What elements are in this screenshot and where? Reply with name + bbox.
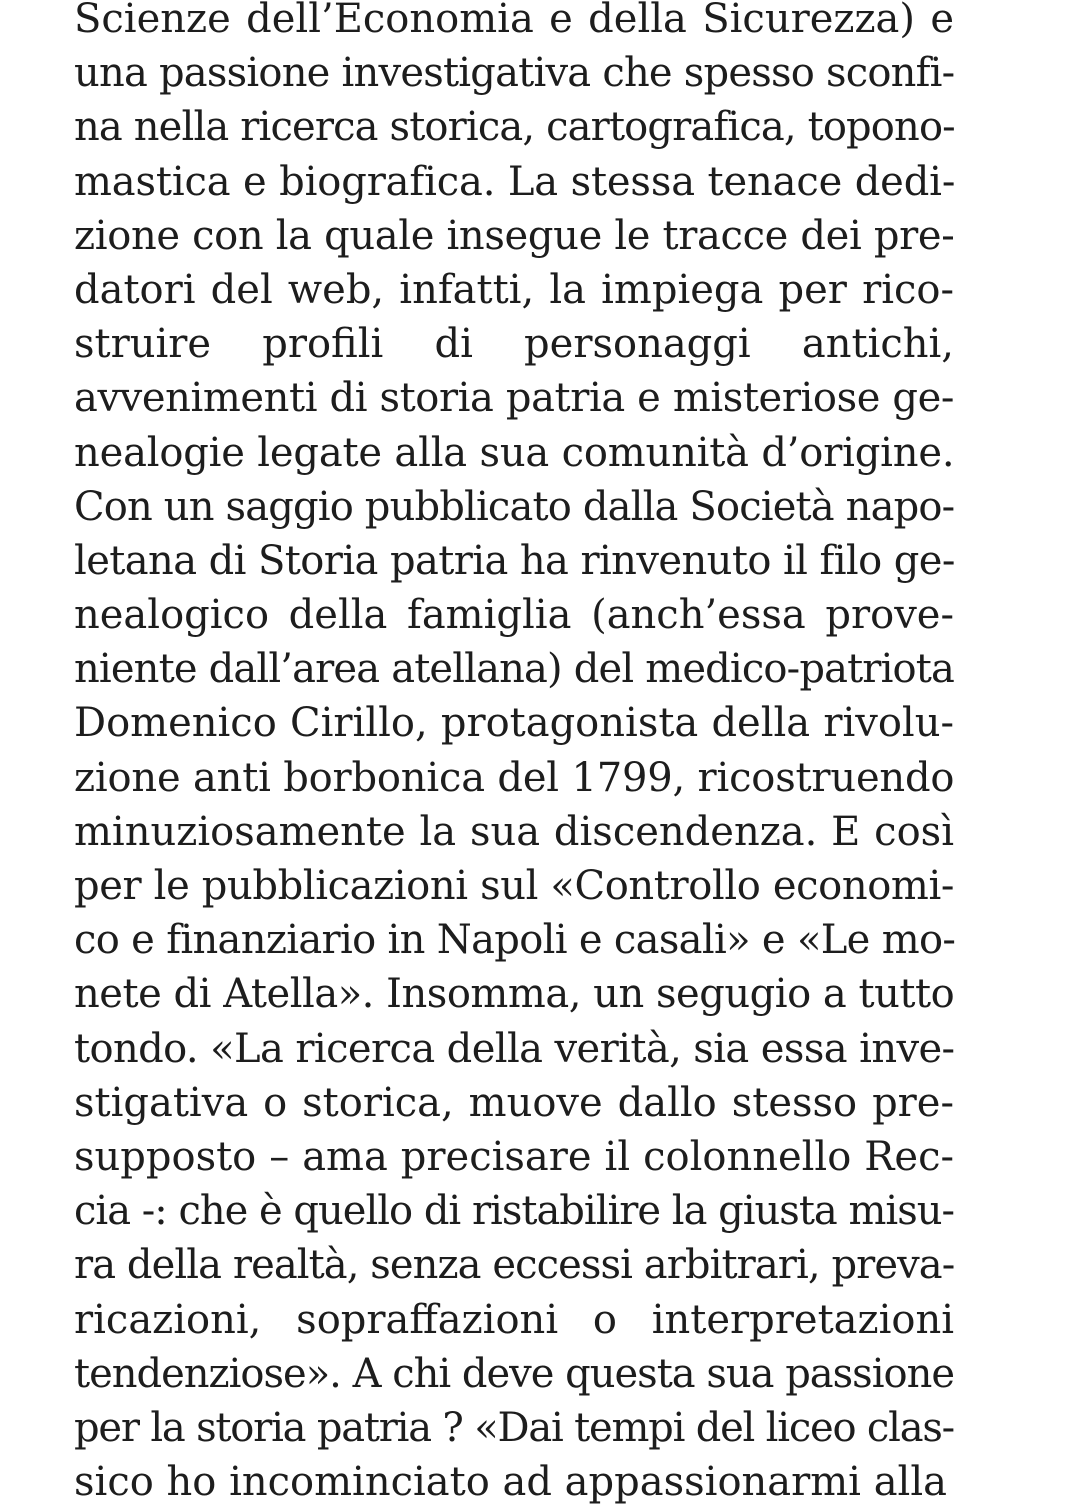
text-line: ricazioni, sopraffazioni o interpretazioni [74,1296,954,1343]
text-line: Con un saggio pubblicato dalla Società napo- [74,483,955,530]
text-line: minuziosamente la sua discendenza. E così [74,808,954,855]
text-line: co e finanziario in Napoli e casali» e «Le mo- [74,917,956,964]
text-line: avvenimenti di storia patria e misteriose ge- [74,375,954,422]
text-line: supposto – ama precisare il colonnello Rec- [74,1133,954,1180]
text-line: zione con la quale insegue le tracce dei pre- [74,212,955,259]
text-line: ra della realtà, senza eccessi arbitrari, preva- [74,1242,955,1289]
text-line: nete di Atella». Insomma, un segugio a tutto [74,971,955,1018]
text-line: tondo. «La ricerca della verità, sia essa inve- [74,1025,955,1072]
text-line: Scienze dell’Economia e della Sicurezza) e [74,0,954,42]
text-line: tendenziose». A chi deve questa sua passione [74,1350,955,1397]
article-text-column [74,0,954,1509]
text-line: per la storia patria ? «Dai tempi del liceo clas- [74,1404,954,1451]
text-line: nealogie legate alla sua comunità d’origine. [74,429,955,476]
text-line: zione anti borbonica del 1799, ricostruendo [74,754,955,801]
text-line: nealogico della famiglia (anch’essa prove- [74,592,954,639]
text-line: datori del web, infatti, la impiega per rico- [74,266,954,313]
text-line: mastica e biografica. La stessa tenace dedi- [74,158,956,205]
text-line: per le pubblicazioni sul «Controllo economi- [74,863,954,909]
text-line: letana di Storia patria ha rinvenuto il filo ge- [74,537,955,584]
text-line: na nella ricerca storica, cartografica, topono- [74,104,955,151]
text-line: niente dall’area atellana) del medico-patriota [74,646,954,693]
text-line: cia -: che è quello di ristabilire la giusta misu- [74,1188,954,1235]
text-line: Domenico Cirillo, protagonista della rivolu- [74,700,954,747]
text-line: struire profili di personaggi antichi, [74,321,954,368]
text-line: stigativa o storica, muove dallo stesso pre- [74,1079,954,1126]
text-line: sico ho incominciato ad appassionarmi alla [74,1459,947,1506]
text-line: una passione investigativa che spesso sconfi- [74,50,955,97]
